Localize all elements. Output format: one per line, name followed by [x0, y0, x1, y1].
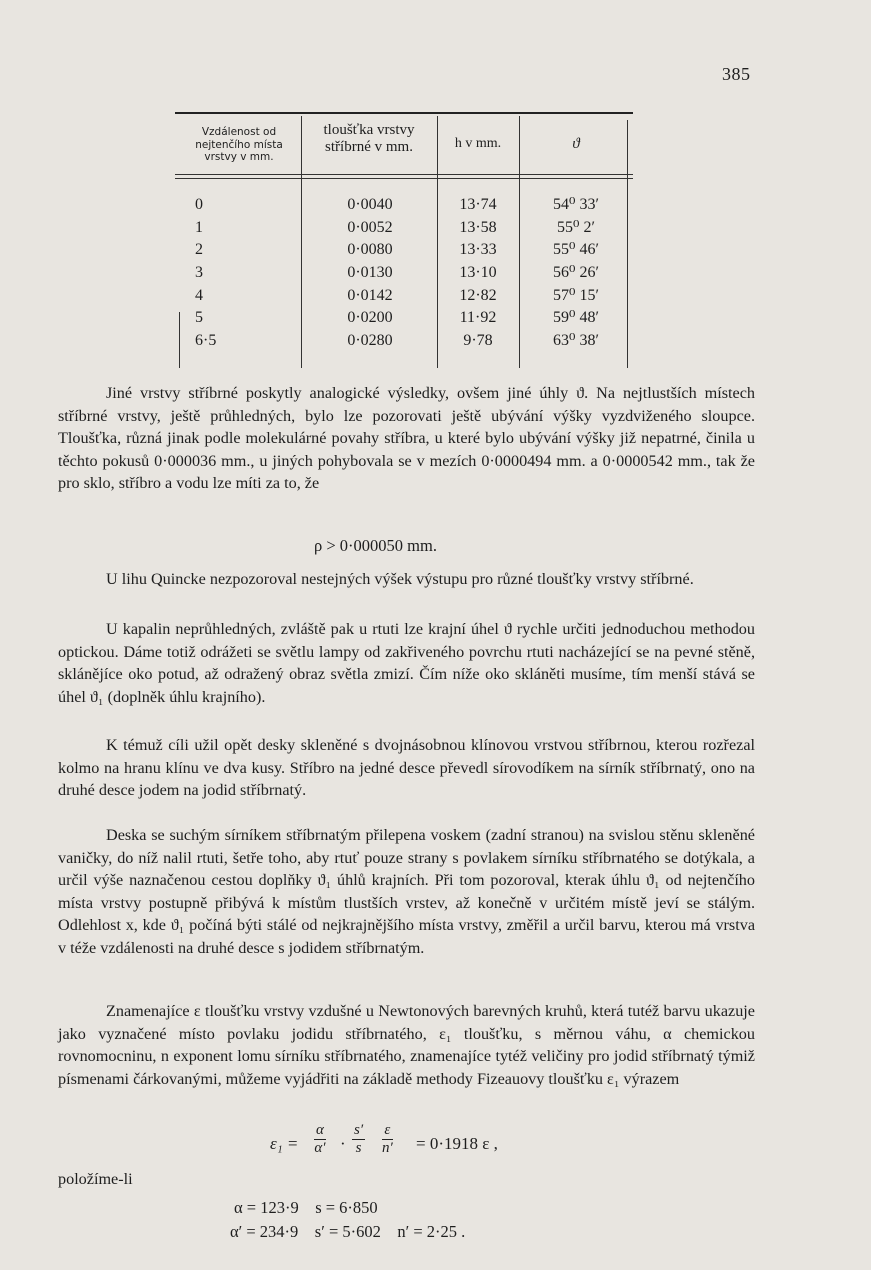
cell-h: 13·10 [459, 264, 497, 282]
cell-thickness: 0·0052 [347, 218, 393, 236]
column-h [437, 194, 519, 353]
cell-theta: 63⁰ 38′ [553, 332, 599, 350]
cell-thickness: 0·0080 [347, 241, 393, 259]
cell-thickness: 0·0280 [347, 332, 393, 350]
fraction-alpha: $\frac{\alpha}{\alpha'}$ [314, 1122, 326, 1156]
cell-theta: 55⁰ 46′ [553, 241, 599, 259]
formula-lhs: ε₁ = [270, 1134, 299, 1153]
table-divider-0 [179, 312, 180, 368]
header-h: h v mm. [454, 136, 502, 151]
cell-theta: 54⁰ 33′ [553, 196, 599, 213]
formula-thickness [270, 1118, 570, 1178]
values-line-2: α′ = 234·9 s′ = 5·602 n′ = 2·25 . [230, 1222, 466, 1241]
cell-distance: 1 [195, 218, 203, 236]
paragraph-5: Deska se suchým sírníkem stříbrnatým přilepena voskem (zadní stranou) na svislou stěnu skleněné vaničky, do níž nalil rtuti, šetře toho, aby rtuť pouze strany s povlakem sírníku stříbrnatého se dotýkala, a určil výše naznačenou cestou doplňky ϑ₁ úhlů krajních. Při tom pozoroval, kterak úhlu ϑ₁ od nejtenčího místa vrstvy postupně přibývá k místům tlustších vrstev, až konečně v určitém místě jeví se stálým. Odlehlost x, kde ϑ₁ počíná býti stálé od nejkrajnějšího místa vrstvy, změřil a určil barvu, kterou má vrstva v téže vzdálenosti na druhé desce s jodidem stříbrnatým. [58, 826, 755, 957]
paragraph-4: K témuž cíli užil opět desky skleněné s dvojnásobnou klínovou vrstvou stříbrnou, kterou rozřezal kolmo na hranu klínu ve dva kusy. Stříbro na jedné desce převedl sírovodíkem na sírník stříbrnatý, ono na druhé desce jodem na jodid stříbrnatý. [58, 736, 755, 799]
paragraph-6: Znamenajíce ε tloušťku vrstvy vzdušné u Newtonových barevných kruhů, která tutéž barvu ukazuje jako vyznačené místo povlaku jodidu stříbrnatého, ε₁ tloušťku, s měrnou váhu, α chemickou rovnomocninu, n exponent lomu sírníku stříbrnatého, znamenajíce tytéž veličiny pro jodid stříbrnatý týmiž písmenami čárkovanými, můžeme vyjádřiti na základě methody Fizeauovy tloušťku ε₁ výrazem [58, 1002, 755, 1088]
cell-h: 12·82 [459, 286, 497, 304]
column-thickness [307, 194, 433, 353]
data-table [175, 112, 633, 368]
cell-h: 13·58 [459, 218, 497, 236]
fraction-s: $\frac{s'}{s}$ [354, 1122, 364, 1156]
cell-theta: 59⁰ 48′ [553, 309, 599, 327]
cell-theta: 57⁰ 15′ [553, 286, 599, 304]
page-number: 385 [722, 64, 751, 84]
cell-h: 11·92 [459, 309, 497, 327]
paragraph-2: U lihu Quincke nezpozoroval nestejných výšek výstupu pro různé tloušťky vrstvy stříbrné. [106, 570, 694, 588]
equation-inequality: ρ > 0·000050 mm. [314, 536, 437, 555]
table-top-rule [175, 112, 633, 114]
column-theta [521, 194, 631, 353]
column-distance [195, 194, 275, 353]
cell-distance: 5 [195, 309, 203, 327]
cell-thickness: 0·0142 [347, 286, 393, 304]
cell-thickness: 0·0040 [347, 196, 393, 213]
header-distance: Vzdálenost od nejtenčího místa vrstvy v mm. [195, 126, 283, 164]
cell-thickness: 0·0130 [347, 264, 393, 282]
cell-distance: 4 [195, 286, 203, 304]
cell-distance: 2 [195, 241, 203, 259]
cell-theta: 56⁰ 26′ [553, 264, 599, 282]
cell-theta: 55⁰ 2′ [557, 218, 595, 236]
table-divider-1 [301, 116, 302, 368]
cell-thickness: 0·0200 [347, 309, 393, 327]
cell-h: 13·74 [459, 196, 497, 213]
cell-h: 13·33 [459, 241, 497, 259]
table-header-rule-2 [175, 178, 633, 179]
cell-distance: 6·5 [195, 332, 217, 350]
values-line-1: α = 123·9 s = 6·850 [234, 1198, 378, 1217]
fraction-epsilon: $\frac{\varepsilon}{n'}$ [382, 1122, 393, 1156]
table-divider-3 [519, 116, 520, 368]
text-polozime: položíme-li [58, 1170, 133, 1188]
cell-h: 9·78 [463, 332, 493, 350]
header-thickness: tloušťka vrstvy stříbrné v mm. [323, 122, 415, 156]
header-theta: ϑ [572, 136, 580, 152]
paragraph-3: U kapalin neprůhledných, zvláště pak u rtuti lze krajní úhel ϑ rychle určiti jednoduchou methodou optickou. Dáme totiž odrážeti se světlu lampy od zakřiveného povrchu rtuti nacházející se na pevné stěně, sklánějíce oko potud, až odražený obraz světla zmizí. Čím níže oko skláněti musíme, tím menší stává se úhel ϑ₁ (doplněk úhlu krajního). [58, 620, 755, 706]
cell-distance: 0 [195, 196, 203, 213]
cell-distance: 3 [195, 264, 203, 282]
table-header-rule [175, 174, 633, 175]
formula-rhs: = 0·1918 ε , [416, 1134, 498, 1153]
formula-dot: · [340, 1134, 346, 1153]
paragraph-1: Jiné vrstvy stříbrné poskytly analogické výsledky, ovšem jiné úhly ϑ. Na nejtlustších místech stříbrné vrstvy, ještě průhledných, bylo lze pozorovati ještě ubývání výšky vyzdviženého sloupce. Tloušťka, různá jinak podle molekulárné povahy stříbra, u které bylo ubývání výšky již nepatrné, činila u těchto pokusů 0·000036 mm., u jiných pohybovala se v mezích 0·0000494 mm. a 0·0000542 mm., tak že pro sklo, stříbro a vodu lze míti za to, že [58, 384, 755, 492]
